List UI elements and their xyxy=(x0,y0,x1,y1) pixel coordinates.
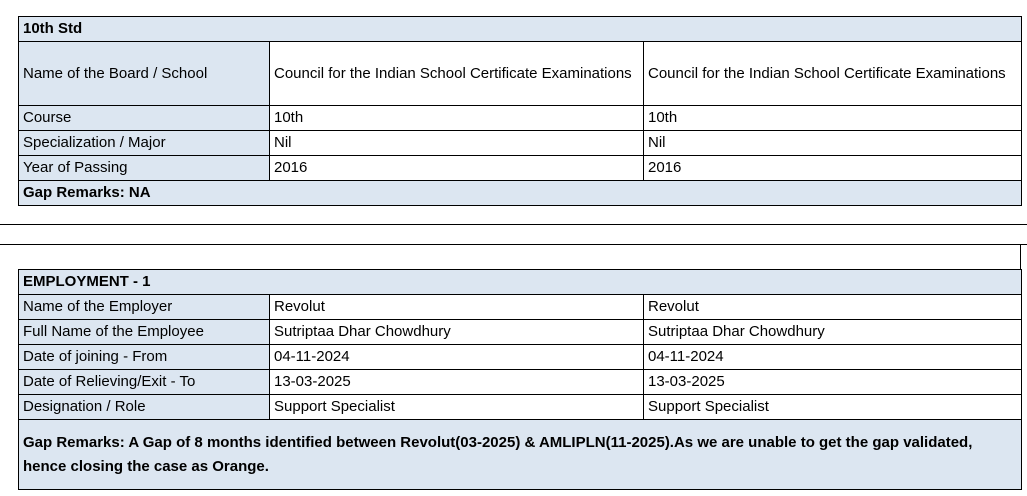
employee-name-value-2: Sutriptaa Dhar Chowdhury xyxy=(644,320,1022,345)
education-section-title: 10th Std xyxy=(19,17,1022,42)
board-value-2: Council for the Indian School Certificate Examinations xyxy=(644,42,1022,106)
education-gap-remarks: Gap Remarks: NA xyxy=(19,181,1022,206)
board-label: Name of the Board / School xyxy=(19,42,270,106)
year-of-passing-value-2: 2016 xyxy=(644,156,1022,181)
employment-table xyxy=(18,269,1022,490)
course-label: Course xyxy=(19,106,270,131)
course-value-1: 10th xyxy=(270,106,644,131)
employee-name-value-1: Sutriptaa Dhar Chowdhury xyxy=(270,320,644,345)
designation-label: Designation / Role xyxy=(19,395,270,420)
employment-gap-remarks: Gap Remarks: A Gap of 8 months identified between Revolut(03-2025) & AMLIPLN(11-2025).As we are unable to get the gap validated, hence closing the case as Orange. xyxy=(19,420,1022,490)
employer-value-2: Revolut xyxy=(644,295,1022,320)
divider-line xyxy=(0,224,1027,225)
divider-line xyxy=(1020,244,1021,269)
joining-date-value-2: 04-11-2024 xyxy=(644,345,1022,370)
specialization-value-1: Nil xyxy=(270,131,644,156)
year-of-passing-label: Year of Passing xyxy=(19,156,270,181)
employee-name-label: Full Name of the Employee xyxy=(19,320,270,345)
year-of-passing-value-1: 2016 xyxy=(270,156,644,181)
joining-date-label: Date of joining - From xyxy=(19,345,270,370)
designation-value-2: Support Specialist xyxy=(644,395,1022,420)
education-table xyxy=(18,16,1022,206)
specialization-value-2: Nil xyxy=(644,131,1022,156)
specialization-label: Specialization / Major xyxy=(19,131,270,156)
relieving-date-value-2: 13-03-2025 xyxy=(644,370,1022,395)
employer-label: Name of the Employer xyxy=(19,295,270,320)
employment-section-title: EMPLOYMENT - 1 xyxy=(19,270,1022,295)
relieving-date-label: Date of Relieving/Exit - To xyxy=(19,370,270,395)
employer-value-1: Revolut xyxy=(270,295,644,320)
designation-value-1: Support Specialist xyxy=(270,395,644,420)
joining-date-value-1: 04-11-2024 xyxy=(270,345,644,370)
course-value-2: 10th xyxy=(644,106,1022,131)
divider-line xyxy=(0,244,1027,245)
board-value-1: Council for the Indian School Certificate Examinations xyxy=(270,42,644,106)
relieving-date-value-1: 13-03-2025 xyxy=(270,370,644,395)
